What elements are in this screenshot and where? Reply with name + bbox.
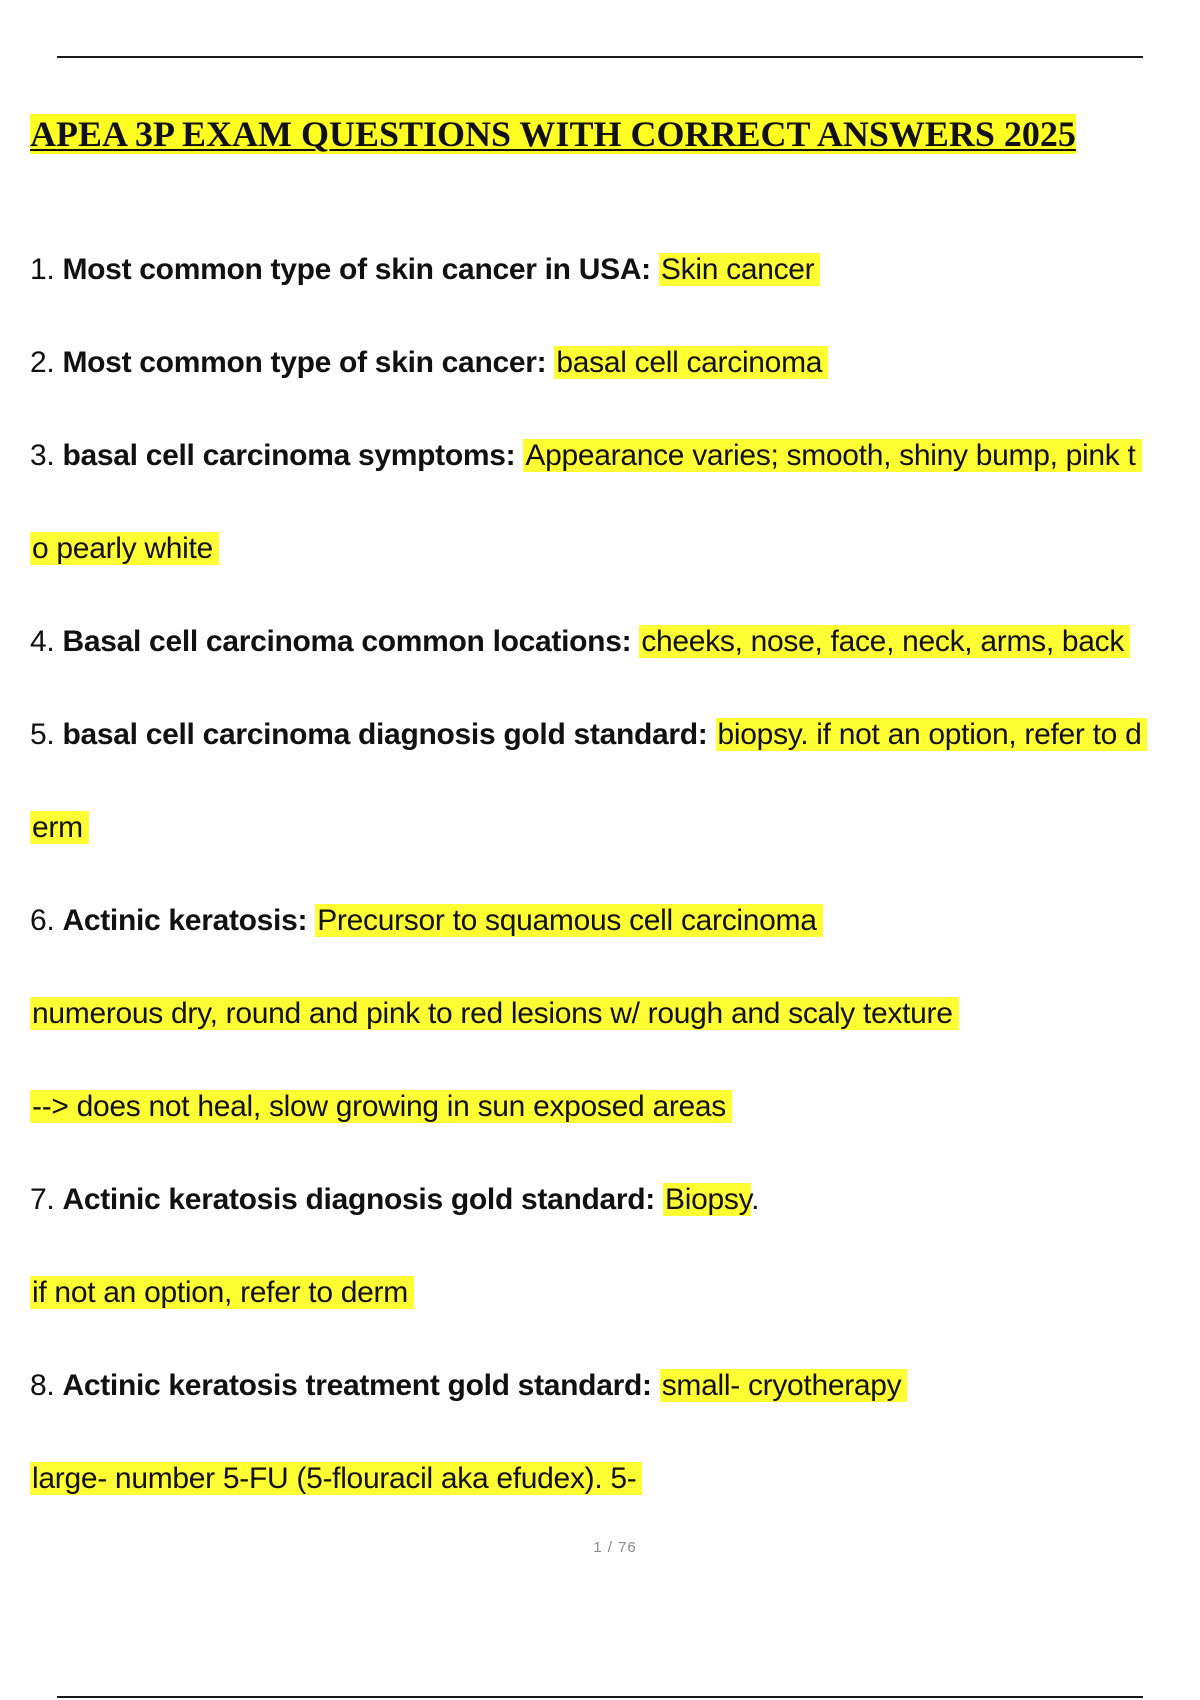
item-number: 7. bbox=[30, 1183, 55, 1216]
list-item bbox=[30, 715, 1147, 755]
page-indicator: 1 / 76 bbox=[593, 1539, 637, 1556]
answer-highlight: small- cryotherapy bbox=[660, 1369, 908, 1402]
answer-highlight: erm bbox=[30, 811, 89, 844]
question-text: basal cell carcinoma diagnosis gold standard: bbox=[62, 718, 708, 751]
question-text: Most common type of skin cancer: bbox=[62, 346, 547, 379]
list-item bbox=[30, 436, 1142, 476]
answer-continuation bbox=[30, 1273, 414, 1313]
item-number: 6. bbox=[30, 904, 55, 937]
answer-highlight: if not an option, refer to derm bbox=[30, 1276, 414, 1309]
answer-continuation bbox=[30, 808, 89, 848]
answer-highlight: large- number 5-FU (5-flouracil aka efudex). 5- bbox=[30, 1462, 642, 1495]
question-text: Actinic keratosis: bbox=[62, 904, 308, 937]
list-item bbox=[30, 1366, 907, 1406]
answer-continuation bbox=[30, 1087, 732, 1127]
answer-highlight: biopsy. if not an option, refer to d bbox=[716, 718, 1148, 751]
item-number: 1. bbox=[30, 253, 55, 286]
answer-continuation bbox=[30, 994, 959, 1034]
list-item bbox=[30, 901, 823, 941]
answer-highlight: Biopsy bbox=[665, 1183, 752, 1216]
item-number: 5. bbox=[30, 718, 55, 751]
answer-continuation bbox=[30, 1459, 642, 1499]
list-item bbox=[30, 250, 820, 290]
answer-highlight: Precursor to squamous cell carcinoma bbox=[315, 904, 822, 937]
answer-punctuation: . bbox=[751, 1183, 760, 1216]
answer-highlight: Skin cancer bbox=[659, 253, 820, 286]
item-number: 3. bbox=[30, 439, 55, 472]
question-text: basal cell carcinoma symptoms: bbox=[62, 439, 516, 472]
item-number: 2. bbox=[30, 346, 55, 379]
top-rule bbox=[57, 56, 1143, 58]
answer-highlight: numerous dry, round and pink to red lesions w/ rough and scaly texture bbox=[30, 997, 959, 1030]
answer-highlight: basal cell carcinoma bbox=[554, 346, 828, 379]
bottom-rule bbox=[57, 1696, 1143, 1698]
document-title: APEA 3P EXAM QUESTIONS WITH CORRECT ANSWERS 2025 bbox=[30, 114, 1076, 154]
list-item bbox=[30, 343, 828, 383]
item-number: 8. bbox=[30, 1369, 55, 1402]
question-text: Most common type of skin cancer in USA: bbox=[62, 253, 651, 286]
list-item bbox=[30, 1180, 759, 1220]
answer-highlight: cheeks, nose, face, neck, arms, back bbox=[639, 625, 1130, 658]
question-text: Basal cell carcinoma common locations: bbox=[62, 625, 632, 658]
list-item bbox=[30, 622, 1130, 662]
answer-highlight: --> does not heal, slow growing in sun exposed areas bbox=[30, 1090, 732, 1123]
answer-highlight: o pearly white bbox=[30, 532, 219, 565]
question-text: Actinic keratosis diagnosis gold standard: bbox=[62, 1183, 655, 1216]
question-text: Actinic keratosis treatment gold standard: bbox=[62, 1369, 652, 1402]
answer-highlight: Appearance varies; smooth, shiny bump, pink t bbox=[523, 439, 1141, 472]
item-number: 4. bbox=[30, 625, 55, 658]
answer-continuation bbox=[30, 529, 219, 569]
